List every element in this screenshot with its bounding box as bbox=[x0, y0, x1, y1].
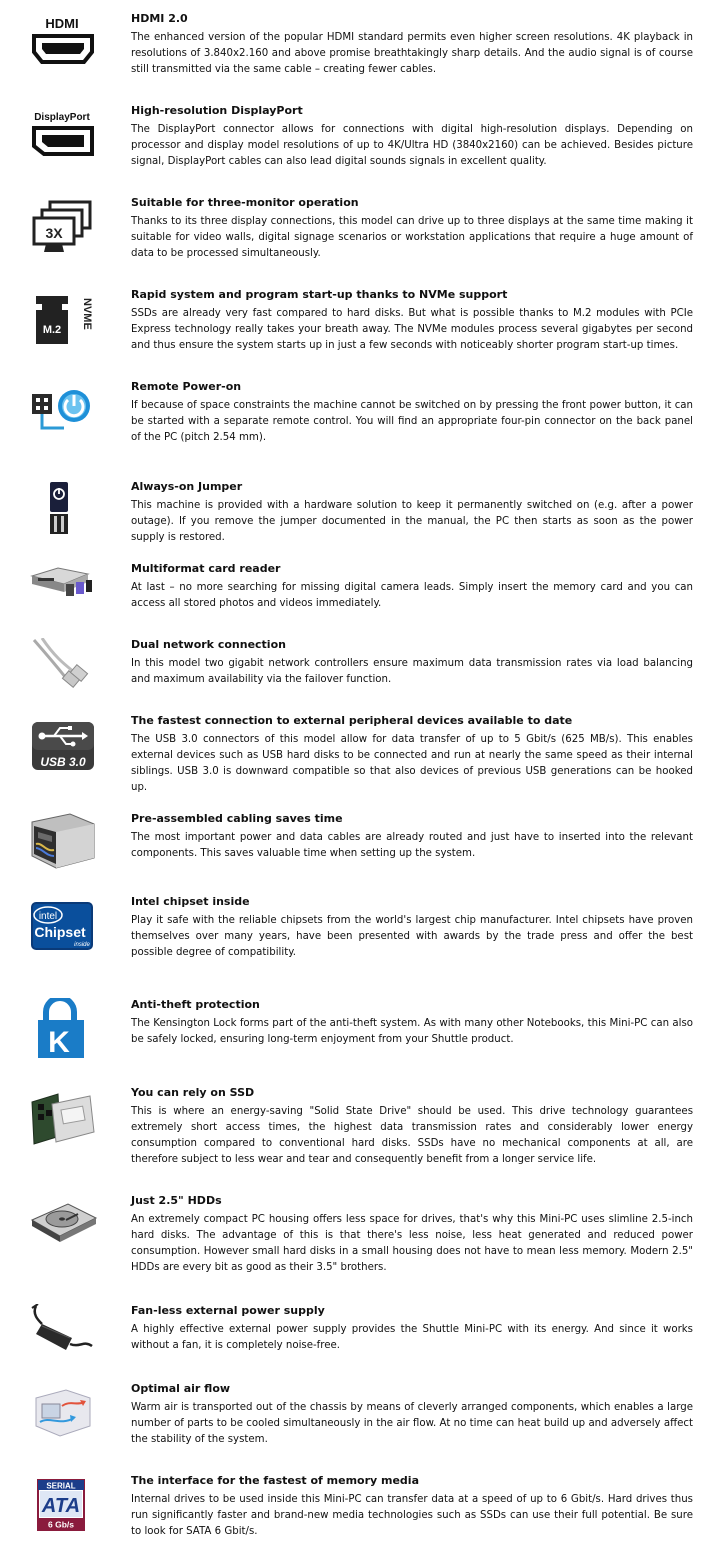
power-supply-icon bbox=[28, 1304, 98, 1368]
feature-title: Multiformat card reader bbox=[131, 562, 281, 575]
feature-title: You can rely on SSD bbox=[131, 1086, 255, 1099]
feature-title: Optimal air flow bbox=[131, 1382, 231, 1395]
feature-description: If because of space constraints the machine cannot be switched on by pressing the front power button, it can be started with a separate remote control. You will find an appropriate four-pin connector on the back panel of the PC (pitch 2.54 mm). bbox=[131, 400, 693, 443]
svg-text:6 Gb/s: 6 Gb/s bbox=[48, 1519, 74, 1530]
svg-text:DisplayPort: DisplayPort bbox=[34, 112, 90, 123]
feature-title: The fastest connection to external peripheral devices available to date bbox=[131, 714, 573, 727]
feature-title: Just 2.5" HDDs bbox=[131, 1194, 222, 1207]
svg-text:3X: 3X bbox=[45, 225, 63, 241]
feature-description: This machine is provided with a hardware solution to keep it permanently switched on (e.g. after a power outage). If you remove the jumper documented in the manual, the PC then starts as soon as the power supply is restored. bbox=[131, 500, 693, 543]
feature-title: Dual network connection bbox=[131, 638, 286, 651]
feature-title: Remote Power-on bbox=[131, 380, 242, 393]
feature-title: HDMI 2.0 bbox=[131, 12, 188, 25]
svg-text:M.2: M.2 bbox=[42, 324, 62, 336]
airflow-icon bbox=[28, 1382, 98, 1446]
feature-description: A highly effective external power supply provides the Shuttle Mini-PC with its energy. And since it works without a fan, it is completely noise-free. bbox=[131, 1324, 693, 1351]
hdd-icon bbox=[28, 1194, 98, 1258]
svg-text:intel: intel bbox=[38, 911, 58, 922]
displayport-icon bbox=[28, 104, 98, 168]
intel-chipset-icon bbox=[28, 895, 98, 959]
feature-description: At last – no more searching for missing digital camera leads. Simply insert the memory card and you can access all stored photos and videos immediately. bbox=[131, 582, 693, 609]
feature-title: Pre-assembled cabling saves time bbox=[131, 812, 343, 825]
three-monitor-icon bbox=[28, 196, 98, 260]
feature-description: This is where an energy-saving "Solid State Drive" should be used. This drive technology guarantees extremely short access times, the highest data transmission rates and considerably lower energy consumption compared to conventional hard disks. SSDs have no mechanical components at all, are therefore subject to less wear and tear and consequently benefit from a longer service life. bbox=[131, 1106, 693, 1165]
usb3-icon bbox=[28, 714, 98, 778]
feature-description: SSDs are already very fast compared to hard disks. But what is possible thanks to M.2 modules with PCIe Express technology really takes your breath away. The NVMe modules process several gigabytes per second and thus ensure the system starts up in just a few seconds with noticeably shorter program start-up times. bbox=[131, 308, 693, 351]
feature-title: Anti-theft protection bbox=[131, 998, 260, 1011]
feature-title: Intel chipset inside bbox=[131, 895, 250, 908]
svg-text:K: K bbox=[48, 1026, 70, 1059]
svg-text:inside: inside bbox=[74, 942, 90, 948]
card-reader-icon bbox=[28, 562, 98, 626]
remote-power-icon bbox=[28, 380, 98, 444]
feature-title: Always-on Jumper bbox=[131, 480, 243, 493]
jumper-icon bbox=[28, 480, 98, 544]
feature-description: Play it safe with the reliable chipsets from the world's largest chip manufacturer. Intel chipsets have proven themselves over many years, have been presented with awards by the trade press and offer the best possible degree of compatibility. bbox=[131, 915, 693, 958]
m2-nvme-icon bbox=[28, 288, 98, 352]
feature-description: The enhanced version of the popular HDMI standard permits even higher screen resolutions. 4K playback in resolutions of 3.840x2.160 and above promise breathtakingly sharp details. And the audio signal is of course still transmitted via the same cable – creating fewer cables. bbox=[131, 32, 693, 75]
svg-text:ATA: ATA bbox=[41, 1495, 81, 1517]
feature-description: Internal drives to be used inside this Mini-PC can transfer data at a speed of up to 6 Gbit/s. Hard drives thus run significantly faster and brand-new media technologies such as SSDs can use their full potential. Be sure to look for SATA 6 Gbit/s. bbox=[131, 1494, 693, 1537]
feature-description: Thanks to its three display connections, this model can drive up to three displays at the same time making it suitable for video walls, digital signage scenarios or workstation applications that require a huge amount of data to be processed simultaneously. bbox=[131, 216, 693, 259]
network-cable-icon bbox=[28, 638, 98, 702]
ssd-icon bbox=[28, 1086, 98, 1150]
feature-description: The most important power and data cables are already routed and just have to inserted into the relevant components. This saves valuable time when setting up the system. bbox=[131, 832, 693, 859]
feature-title: High-resolution DisplayPort bbox=[131, 104, 303, 117]
feature-title: Rapid system and program start-up thanks to NVMe support bbox=[131, 288, 508, 301]
hdmi-icon bbox=[28, 12, 98, 76]
cabling-icon bbox=[28, 812, 98, 876]
feature-description: The Kensington Lock forms part of the anti-theft system. As with many other Notebooks, this Mini-PC can also be safely locked, ensuring long-term enjoyment from your Shuttle product. bbox=[131, 1018, 693, 1045]
feature-description: An extremely compact PC housing offers less space for drives, that's why this Mini-PC uses slimline 2.5-inch hard disks. The advantage of this is that there's less noise, less heat generated and reduced power consumption. However small hard disks in a small housing does not have to mean less memory. Modern 2.5" HDDs are every bit as good as their 3.5" brothers. bbox=[131, 1214, 693, 1273]
feature-title: The interface for the fastest of memory media bbox=[131, 1474, 420, 1487]
feature-title: Suitable for three-monitor operation bbox=[131, 196, 359, 209]
kensington-lock-icon bbox=[28, 998, 98, 1062]
feature-description: The USB 3.0 connectors of this model allow for data transfer of up to 5 Gbit/s (625 MB/s). This enables external devices such as USB hard disks to be connected and run at nearly the same speed as their internal siblings. USB 3.0 is downward compatible so that also devices of previous USB generations can be hooked up. bbox=[131, 734, 693, 793]
svg-text:HDMI: HDMI bbox=[45, 16, 79, 31]
feature-description: Warm air is transported out of the chassis by means of cleverly arranged components, which enables a large number of parts to be cooled simultaneously in the air flow. At no time can heat build up and adversely affect the stability of the system. bbox=[131, 1402, 693, 1445]
svg-text:NVME: NVME bbox=[81, 298, 93, 330]
svg-text:SERIAL: SERIAL bbox=[46, 1481, 76, 1491]
svg-text:USB 3.0: USB 3.0 bbox=[40, 755, 86, 769]
feature-description: In this model two gigabit network controllers ensure maximum data transmission rates via load balancing and maximum availability via the failover function. bbox=[131, 658, 693, 685]
sata-icon bbox=[28, 1474, 98, 1538]
svg-text:Chipset: Chipset bbox=[34, 924, 86, 940]
feature-description: The DisplayPort connector allows for connections with digital high-resolution displays. Depending on processor and display model resolutions of up to 4K/Ultra HD (3840x2160) can be achieved. Besides picture signal, DisplayPort cables can also lead digital sounds signals in excellent quality. bbox=[131, 124, 693, 167]
feature-title: Fan-less external power supply bbox=[131, 1304, 325, 1317]
